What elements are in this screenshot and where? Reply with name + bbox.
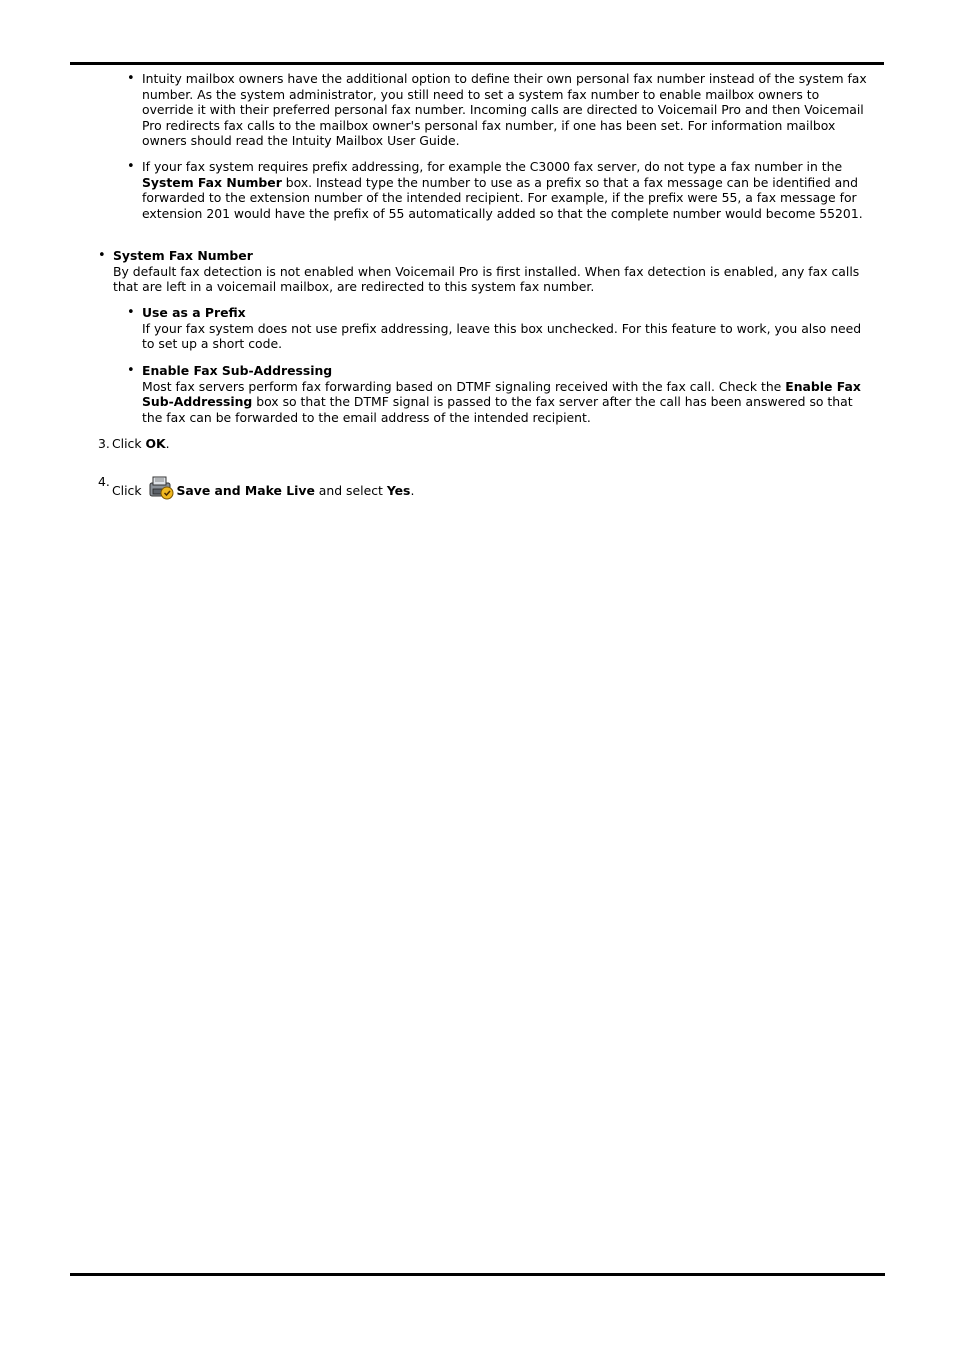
step-number: 4.	[98, 474, 110, 489]
intuity-text: Intuity mailbox owners have the additional option to define their own personal fax number instead of the system fax number. As the system administrator, you still need to set a system fax number to enable mailbox owners to override it with their preferred personal fax number. Incoming calls are directed to Voicemail Pro and then Voicemail Pro redirects fax calls to the mailbox owner's personal fax number, if one has been set. For information mailbox owners should read the Intuity Mailbox User Guide.	[142, 71, 867, 149]
use-prefix-text: If your fax system does not use prefix addressing, leave this box unchecked. For this feature to work, you also need to set up a short code.	[142, 320, 862, 352]
footer-rule	[70, 1273, 885, 1276]
prefix-note-text-pre: If your fax system requires prefix addressing, for example the C3000 fax server, do not type a fax number in the	[142, 159, 843, 174]
sub-addressing-title: Enable Fax Sub-Addressing	[142, 363, 333, 378]
prefix-note-bold: System Fax Number	[142, 174, 282, 190]
save-make-live-label: Save and Make Live	[176, 483, 315, 498]
prefix-note-text-post: box. Instead type the number to use as a prefix so that a fax message can be identified and forwarded to the extension number of the intended recipient. For example, if the prefix were 55, a fax message for extension 201 would have the prefix of 55 automatically added so that the complete number would become 55201.	[142, 174, 863, 221]
sub-addressing-section	[142, 363, 864, 425]
step-ok	[112, 436, 170, 452]
step-ok-period: .	[165, 436, 170, 451]
ok-label: OK	[145, 436, 166, 451]
system-fax-text: By default fax detection is not enabled when Voicemail Pro is first installed. When fax detection is enabled, any fax calls that are left in a voicemail mailbox, are redirected to this system fax number.	[113, 263, 860, 295]
header-rule	[70, 62, 884, 65]
step-save-make-live	[112, 474, 414, 500]
system-fax-section	[113, 248, 865, 295]
sub-addressing-bold: Enable Fax Sub-Addressing	[142, 378, 861, 410]
prefix-note-paragraph	[142, 159, 866, 221]
bullet-marker: •	[127, 71, 135, 86]
step-save-period: .	[410, 483, 415, 498]
sub-addressing-text-pre: Most fax servers perform fax forwarding based on DTMF signaling received with the fax call. Check the	[142, 378, 786, 394]
step-number: 3.	[98, 436, 110, 451]
yes-label: Yes	[386, 483, 411, 498]
step-save-mid-text: and select	[314, 483, 387, 498]
step-save-text: Click	[112, 483, 146, 498]
bullet-marker: •	[127, 305, 135, 320]
use-prefix-title: Use as a Prefix	[142, 305, 246, 320]
bullet-marker: •	[127, 363, 135, 378]
use-prefix-section	[142, 305, 867, 352]
bullet-marker: •	[98, 248, 106, 263]
sub-addressing-text-post: box so that the DTMF signal is passed to the fax server after the call has been answered so that the fax can be forwarded to the email address of the intended recipient.	[142, 394, 853, 425]
system-fax-title: System Fax Number	[113, 248, 253, 263]
save-make-live-icon	[147, 474, 175, 500]
step-ok-text: Click	[112, 436, 146, 451]
intuity-paragraph	[142, 71, 870, 149]
bullet-marker: •	[127, 159, 135, 174]
